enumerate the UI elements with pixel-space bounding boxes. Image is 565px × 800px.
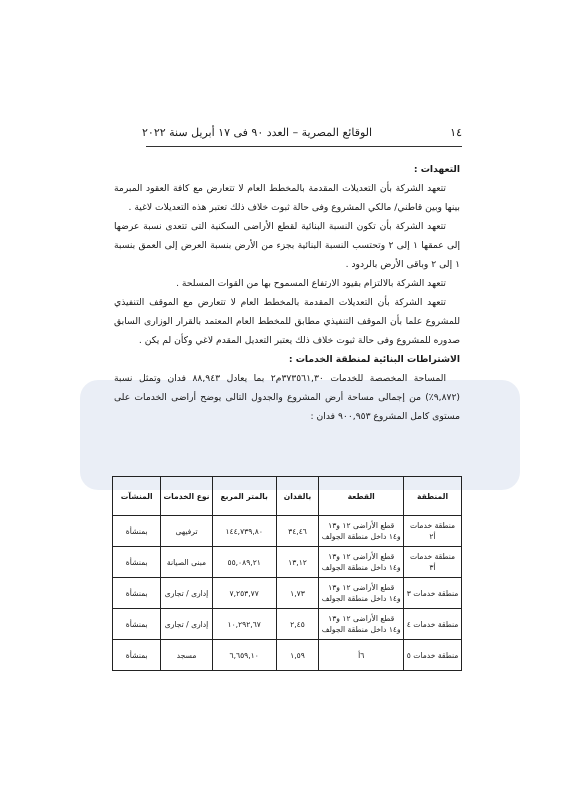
cell-feddan: ١,٧٣ — [276, 578, 319, 609]
cell-plot: قطع الأراضى ١٢ و١٣ و١٤ داخل منطقة الجولف — [319, 516, 404, 547]
cell-service-type: إدارى / تجارى — [161, 578, 212, 609]
cell-facilities: بمنشأة — [113, 609, 161, 640]
header-rule — [146, 146, 462, 147]
table-row — [113, 640, 462, 671]
cell-facilities: بمنشأة — [113, 516, 161, 547]
paragraph-2: تتعهد الشركة بأن تكون النسبة البنائية لقطع الأراضى السكنية التى تتعدى نسبة عرضها إلى عمقها ١ إلى ٢ وتحتسب النسبة البنائية بجزء من الأرض بنسبة العرض إلى العمق بنسبة ١ إلى ٢ وباقى الأرض بالردود . — [114, 221, 460, 270]
services-heading: الاشتراطات البنائية لمنطقة الخدمات : — [288, 354, 460, 365]
cell-facilities: بمنشأة — [113, 640, 161, 671]
cell-facilities: بمنشأة — [113, 547, 161, 578]
col-header-feddan: بالفدان — [276, 477, 319, 516]
col-header-facilities: المنشآت — [113, 477, 161, 516]
paragraph-3: تتعهد الشركة بالالتزام بقيود الارتفاع المسموح بها من القوات المسلحة . — [176, 278, 446, 289]
services-paragraph: المساحة المخصصة للخدمات ٣٧٣٥٦١,٣٠م٢ بما يعادل ٨٨,٩٤٣ فدان وتمثل نسبة (٩,٨٧٢٪) من إجمالى مساحة أرض المشروع والجدول التالى يوضح أراضى الخدمات على مستوى كامل المشروع ٩٠٠,٩٥٣ فدان : — [114, 373, 460, 422]
cell-feddan: ١,٥٩ — [276, 640, 319, 671]
cell-plot: قطع الأراضى ١٢ و١٣ و١٤ داخل منطقة الجولف — [319, 609, 404, 640]
cell-plot: قطع الأراضى ١٢ و١٣ و١٤ داخل منطقة الجولف — [319, 547, 404, 578]
page-number: ١٤ — [450, 126, 462, 139]
table-row — [113, 547, 462, 578]
cell-zone: منطقة خدمات ٤ — [404, 609, 462, 640]
cell-facilities: بمنشأة — [113, 578, 161, 609]
gazette-title: الوقائع المصرية – العدد ٩٠ فى ١٧ أبريل سنة ٢٠٢٢ — [142, 126, 373, 139]
document-body — [114, 160, 460, 426]
cell-plot: قطع الأراضى ١٢ و١٣ و١٤ داخل منطقة الجولف — [319, 578, 404, 609]
cell-feddan: ٣٤,٤٦ — [276, 516, 319, 547]
cell-plot: ٦أ — [319, 640, 404, 671]
cell-zone: منطقة خدمات أ٢ — [404, 516, 462, 547]
cell-feddan: ٢,٤٥ — [276, 609, 319, 640]
paragraph-1: تتعهد الشركة بأن التعديلات المقدمة بالمخطط العام لا تتعارض مع كافة العقود المبرمة بينها وبين قاطني/ مالكي المشروع وفى حالة ثبوت خلاف ذلك تعتبر هذه التعديلات لاغية . — [114, 183, 460, 213]
col-header-zone: المنطقة — [404, 477, 462, 516]
table-header-row — [113, 477, 462, 516]
cell-service-type: مسجد — [161, 640, 212, 671]
cell-feddan: ١٣,١٢ — [276, 547, 319, 578]
cell-sqm: ١٠,٢٩٢,٦٧ — [212, 609, 276, 640]
table-row — [113, 578, 462, 609]
col-header-service-type: نوع الخدمات — [161, 477, 212, 516]
cell-zone: منطقة خدمات أ٣ — [404, 547, 462, 578]
table-row — [113, 609, 462, 640]
cell-service-type: إدارى / تجارى — [161, 609, 212, 640]
cell-sqm: ٧,٢٥٣,٧٧ — [212, 578, 276, 609]
cell-service-type: مبنى الصيانة — [161, 547, 212, 578]
col-header-sqm: بالمتر المربع — [212, 477, 276, 516]
cell-zone: منطقة خدمات ٥ — [404, 640, 462, 671]
table-row — [113, 516, 462, 547]
cell-sqm: ٥٥,٠٨٩,٢١ — [212, 547, 276, 578]
cell-sqm: ٦,٦٥٩,١٠ — [212, 640, 276, 671]
col-header-plot: القطعة — [319, 477, 404, 516]
commitments-heading: التعهدات : — [413, 164, 460, 175]
services-table — [112, 476, 462, 671]
cell-service-type: ترفيهى — [161, 516, 212, 547]
paragraph-4: تتعهد الشركة بأن التعديلات المقدمة بالمخطط العام لا تتعارض مع الموقف التنفيذي للمشروع علما بأن الموقف التنفيذي مطابق للمخطط العام المعتمد بالقرار الوزارى السابق صدوره للمشروع وفى حالة ثبوت خلاف ذلك يعتبر التعديل المقدم لاغي وكأن لم يكن . — [114, 297, 460, 346]
cell-zone: منطقة خدمات ٣ — [404, 578, 462, 609]
cell-sqm: ١٤٤,٧٣٩,٨٠ — [212, 516, 276, 547]
